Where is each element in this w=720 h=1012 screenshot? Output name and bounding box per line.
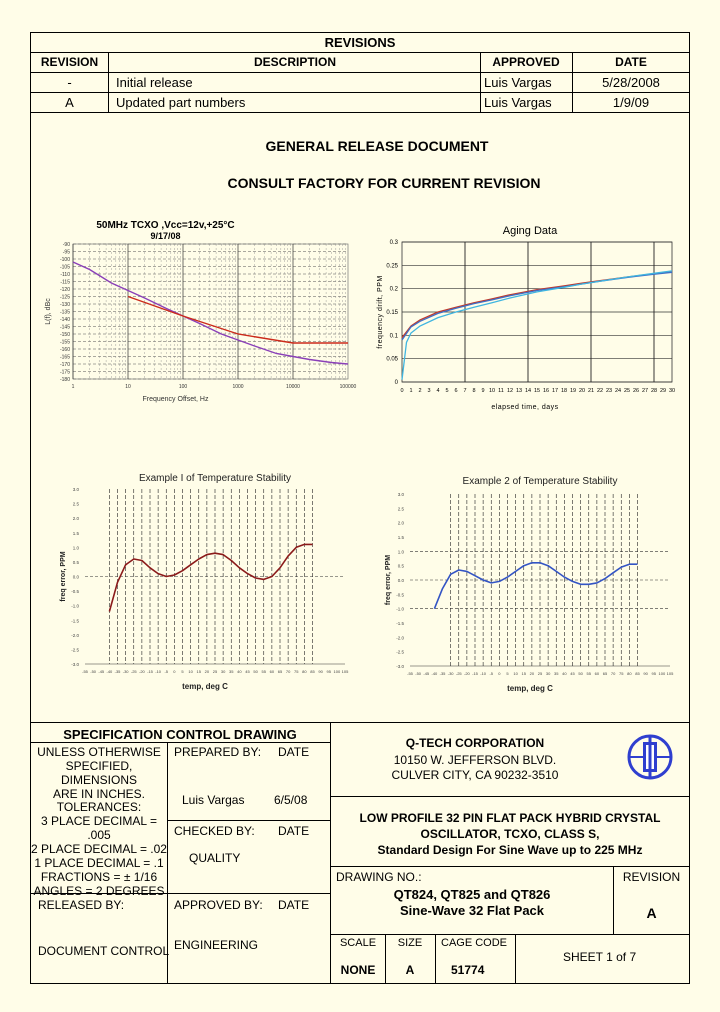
y-tick-label: -125: [59, 294, 70, 301]
x-tick-label: 75: [619, 671, 624, 676]
table-row-1-revision: A: [65, 95, 74, 110]
y-tick-label: -90: [62, 242, 70, 248]
size-value: A: [405, 963, 415, 977]
x-tick-label: 5: [445, 388, 449, 394]
x-tick-label: -25: [455, 671, 462, 676]
aging-data-chart: [362, 220, 687, 420]
y-tick-label: -95: [62, 249, 70, 256]
x-tick-label: -50: [90, 669, 97, 674]
x-tick-label: -35: [114, 669, 121, 674]
product-description: LOW PROFILE 32 PIN FLAT PACK HYBRID CRYSTAL OSCILLATOR, TCXO, CLASS S, Standard Design For Sine Wave up to 225 MHz: [359, 811, 661, 857]
x-tick-label: 1: [409, 388, 413, 394]
x-tick-label: -20: [463, 671, 470, 676]
x-tick-label: 70: [285, 669, 291, 674]
x-tick-label: -40: [106, 669, 113, 674]
series-line-unit-1: [402, 272, 672, 338]
general-release-heading: GENERAL RELEASE DOCUMENT: [265, 138, 489, 154]
x-tick-label: 40: [562, 671, 567, 676]
table-row-1-date: 1/9/09: [612, 95, 650, 110]
series-line-freq-error: [109, 544, 312, 611]
x-tick-label: 60: [594, 671, 600, 676]
approved-by-label: APPROVED BY:: [174, 898, 263, 912]
x-tick-label: 19: [569, 388, 577, 394]
y-tick-label: -1.0: [71, 603, 79, 609]
x-tick-label: 13: [515, 388, 523, 394]
x-tick-label: 100: [333, 669, 341, 674]
x-tick-label: 50: [578, 671, 583, 676]
checked-date-label: DATE: [278, 824, 310, 838]
x-tick-label: 70: [610, 671, 616, 676]
y-tick-label: -180: [59, 377, 70, 383]
y-tick-label: 0.5: [397, 563, 404, 569]
consult-factory-heading: CONSULT FACTORY FOR CURRENT REVISION: [227, 175, 541, 191]
prepared-date: 6/5/08: [274, 793, 308, 807]
x-tick-label: 20: [578, 388, 586, 394]
y-tick-label: -165: [59, 354, 70, 361]
drawing-number: QT824, QT825 and QT826 Sine-Wave 32 Flat Pack: [393, 887, 551, 918]
table-row-1-approved: Luis Vargas: [484, 95, 552, 110]
x-tick-label: 30: [220, 669, 226, 674]
released-by-name: DOCUMENT CONTROL: [38, 944, 170, 958]
company-address-1: 10150 W. JEFFERSON BLVD.: [393, 753, 557, 767]
y-tick-label: -170: [59, 362, 70, 368]
y-axis-label: freq error, PPM: [60, 551, 67, 602]
x-tick-label: 8: [472, 388, 476, 394]
approved-by-name: ENGINEERING: [174, 938, 259, 952]
y-tick-label: 3.0: [72, 487, 79, 492]
y-tick-label: -115: [60, 279, 70, 286]
x-tick-label: 30: [668, 388, 676, 394]
x-tick-label: 100: [178, 384, 188, 390]
x-tick-label: 55: [261, 669, 266, 674]
x-tick-label: 15: [196, 669, 201, 674]
x-tick-label: 20: [529, 671, 535, 676]
x-axis-label: Frequency Offset, Hz: [142, 396, 209, 403]
x-tick-label: 30: [545, 671, 551, 676]
x-tick-label: 105: [341, 669, 349, 674]
table-row-0-date: 5/28/2008: [602, 75, 660, 90]
x-tick-label: 2: [418, 388, 422, 394]
y-tick-label: 0: [394, 380, 398, 386]
series-line-unit-3: [402, 271, 672, 380]
x-tick-label: 40: [237, 669, 242, 674]
y-tick-label: -135: [59, 309, 70, 316]
x-tick-label: -20: [138, 669, 145, 674]
x-tick-label: 25: [212, 669, 218, 674]
x-tick-label: 21: [587, 388, 595, 394]
revision-col-header: REVISION: [40, 55, 99, 69]
x-tick-label: 1: [71, 384, 75, 390]
y-tick-label: -2.5: [71, 647, 79, 653]
y-axis-label: L(f), dBc: [45, 298, 52, 325]
x-tick-label: 80: [627, 671, 632, 676]
x-tick-label: 16: [542, 388, 550, 394]
x-tick-label: 28: [650, 388, 658, 394]
y-tick-label: 0.3: [389, 240, 398, 246]
x-tick-label: 105: [666, 671, 674, 676]
company-address-2: CULVER CITY, CA 90232-3510: [391, 768, 559, 782]
x-tick-label: -10: [480, 671, 487, 676]
y-tick-label: -3.0: [71, 662, 79, 667]
table-row-1-description: Updated part numbers: [116, 95, 246, 110]
x-tick-label: 11: [498, 388, 504, 394]
x-tick-label: 6: [454, 388, 458, 394]
tolerances: TOLERANCES: 3 PLACE DECIMAL = .005 2 PLACE DECIMAL = .02 1 PLACE DECIMAL = .1 FRACTIONS = ± 1/16 ANGLES = 2 DEGREES: [31, 800, 167, 898]
y-tick-label: -1.5: [396, 621, 404, 626]
cage-code-label: CAGE CODE: [441, 937, 508, 949]
date-col-header: DATE: [615, 55, 647, 69]
y-tick-label: 0.15: [386, 310, 398, 316]
y-tick-label: -3.0: [396, 664, 404, 669]
x-tick-label: 15: [521, 671, 526, 676]
table-row-0-description: Initial release: [116, 75, 193, 90]
x-tick-label: 45: [570, 671, 575, 676]
y-tick-label: 2.0: [72, 516, 79, 522]
x-tick-label: 25: [623, 388, 631, 394]
checked-by-label: CHECKED BY:: [174, 824, 255, 838]
y-tick-label: -2.0: [396, 635, 404, 641]
drawing-no-label: DRAWING NO.:: [336, 870, 422, 884]
y-tick-label: 3.0: [397, 492, 404, 497]
x-tick-label: -55: [82, 669, 88, 674]
x-tick-label: 0: [400, 388, 404, 394]
description-col-header: DESCRIPTION: [253, 55, 336, 69]
x-tick-label: 0: [498, 671, 501, 676]
size-label: SIZE: [397, 937, 423, 949]
x-tick-label: -45: [98, 669, 105, 674]
x-tick-label: 75: [294, 669, 299, 674]
x-tick-label: -5: [164, 669, 169, 674]
y-tick-label: -155: [59, 339, 70, 346]
x-tick-label: -45: [423, 671, 430, 676]
x-tick-label: -15: [472, 671, 478, 676]
chart-title: Example I of Temperature Stability: [138, 473, 292, 484]
x-tick-label: 80: [302, 669, 307, 674]
x-tick-label: 9: [481, 388, 485, 394]
unless-note: UNLESS OTHERWISE SPECIFIED, DIMENSIONS ARE IN INCHES.: [37, 745, 161, 801]
y-tick-label: -150: [59, 332, 70, 338]
x-tick-label: 35: [229, 669, 234, 674]
x-tick-label: 22: [596, 388, 604, 394]
x-tick-label: 45: [245, 669, 250, 674]
table-row-0-revision: -: [67, 75, 72, 90]
revision-value: A: [646, 905, 657, 921]
x-tick-label: 5: [506, 671, 509, 676]
approved-col-header: APPROVED: [492, 55, 560, 69]
table-row-0-approved: Luis Vargas: [484, 75, 552, 90]
y-tick-label: 2.5: [72, 501, 79, 507]
x-tick-label: 90: [318, 669, 323, 674]
chart-subtitle: 9/17/08: [150, 231, 181, 241]
y-tick-label: 0.05: [386, 356, 398, 363]
x-tick-label: 18: [560, 388, 568, 394]
x-tick-label: 90: [643, 671, 648, 676]
x-tick-label: -30: [122, 669, 129, 674]
y-tick-label: 0.1: [389, 333, 398, 340]
x-tick-label: -10: [155, 669, 162, 674]
y-tick-label: -130: [59, 302, 70, 308]
x-tick-label: 10: [513, 671, 518, 676]
x-tick-label: 10000: [286, 384, 300, 390]
y-axis-label: frequency drift, PPM: [377, 275, 384, 349]
x-tick-label: -50: [415, 671, 422, 676]
x-tick-label: -35: [439, 671, 446, 676]
x-tick-label: -5: [489, 671, 494, 676]
y-tick-label: -160: [59, 347, 70, 353]
series-line-measured: [73, 262, 348, 364]
x-tick-label: 23: [605, 388, 613, 394]
chart-title: 50MHz TCXO ,Vcc=12v,+25°C: [96, 220, 235, 231]
x-tick-label: 29: [659, 388, 667, 394]
x-tick-label: 0: [173, 669, 176, 674]
cage-code-value: 51774: [451, 963, 485, 977]
y-tick-label: -100: [59, 257, 70, 263]
prepared-date-label: DATE: [278, 745, 310, 759]
x-tick-label: 85: [310, 669, 315, 674]
y-tick-label: -0.5: [71, 589, 79, 595]
x-tick-label: 3: [427, 388, 431, 394]
y-tick-label: 2.5: [397, 506, 404, 512]
x-tick-label: 4: [436, 388, 440, 394]
x-tick-label: 10: [488, 388, 496, 394]
x-axis-label: temp, deg C: [507, 684, 553, 693]
y-tick-label: 0.0: [72, 574, 79, 580]
x-tick-label: 65: [277, 669, 283, 674]
x-axis-label: elapsed time, days: [491, 404, 559, 411]
x-tick-label: 1000: [232, 384, 244, 390]
qtech-logo-icon: [626, 733, 674, 781]
x-tick-label: -25: [130, 669, 137, 674]
y-tick-label: -110: [60, 272, 70, 278]
x-tick-label: 27: [641, 388, 649, 394]
y-tick-label: -175: [59, 369, 70, 376]
x-tick-label: 7: [463, 388, 467, 394]
y-axis-label: freq error, PPM: [385, 554, 392, 606]
scale-value: NONE: [340, 963, 376, 977]
y-tick-label: 2.0: [397, 520, 404, 526]
x-tick-label: -30: [447, 671, 454, 676]
x-tick-label: 50: [253, 669, 258, 674]
x-tick-label: 12: [506, 388, 514, 394]
y-tick-label: 0.2: [389, 286, 398, 293]
x-tick-label: 55: [586, 671, 591, 676]
x-tick-label: 60: [269, 669, 275, 674]
scale-label: SCALE: [339, 937, 377, 949]
x-tick-label: 95: [326, 669, 331, 674]
y-tick-label: -145: [59, 324, 70, 331]
company-name: Q-TECH CORPORATION: [405, 736, 545, 750]
y-tick-label: -1.5: [71, 618, 79, 624]
y-tick-label: -140: [59, 317, 70, 323]
x-tick-label: -40: [431, 671, 438, 676]
revision-label: REVISION: [622, 870, 681, 884]
chart-title: Aging Data: [502, 225, 558, 237]
x-tick-label: 95: [651, 671, 656, 676]
prepared-by-name: Luis Vargas: [182, 793, 245, 807]
y-tick-label: -0.5: [396, 592, 404, 598]
revisions-title: REVISIONS: [324, 35, 396, 50]
x-tick-label: 5: [181, 669, 184, 674]
x-tick-label: 17: [551, 388, 559, 394]
y-tick-label: -120: [59, 287, 70, 293]
x-tick-label: 35: [554, 671, 559, 676]
y-tick-label: 1.0: [397, 549, 404, 555]
scd-title: SPECIFICATION CONTROL DRAWING: [63, 727, 297, 742]
sheet-number: SHEET 1 of 7: [563, 950, 637, 964]
y-tick-label: 1.5: [72, 530, 79, 536]
y-tick-label: -2.5: [396, 649, 404, 655]
x-tick-label: 100: [658, 671, 666, 676]
x-tick-label: -55: [407, 671, 413, 676]
y-tick-label: 1.0: [72, 545, 79, 551]
x-tick-label: 15: [533, 388, 541, 394]
y-tick-label: 0.0: [397, 578, 404, 583]
series-line-unit-2: [402, 272, 672, 340]
y-tick-label: 0.25: [386, 263, 398, 270]
y-tick-label: -2.0: [71, 632, 79, 638]
x-tick-label: 10: [188, 669, 193, 674]
x-axis-label: temp, deg C: [182, 682, 228, 691]
prepared-by-label: PREPARED BY:: [174, 745, 262, 759]
y-tick-label: -105: [59, 264, 70, 271]
checked-by-name: QUALITY: [189, 851, 241, 865]
temp-stability-chart-1: [55, 467, 355, 697]
phase-noise-chart: [38, 212, 368, 417]
approved-date-label: DATE: [278, 898, 310, 912]
released-by-label: RELEASED BY:: [38, 898, 125, 912]
y-tick-label: 0.5: [72, 559, 79, 565]
x-tick-label: 25: [537, 671, 543, 676]
x-tick-label: 20: [204, 669, 210, 674]
y-tick-label: 1.5: [397, 535, 404, 540]
x-tick-label: 10: [125, 384, 131, 390]
series-line-freq-error: [434, 563, 637, 609]
temp-stability-chart-2: [380, 470, 680, 698]
chart-title: Example 2 of Temperature Stability: [462, 476, 618, 487]
x-tick-label: 24: [614, 388, 622, 394]
x-tick-label: 14: [524, 388, 532, 394]
y-tick-label: -1.0: [396, 606, 404, 612]
x-tick-label: 26: [632, 388, 640, 394]
x-tick-label: 65: [602, 671, 608, 676]
x-tick-label: -15: [147, 669, 153, 674]
x-tick-label: 100000: [339, 384, 357, 390]
x-tick-label: 85: [635, 671, 640, 676]
